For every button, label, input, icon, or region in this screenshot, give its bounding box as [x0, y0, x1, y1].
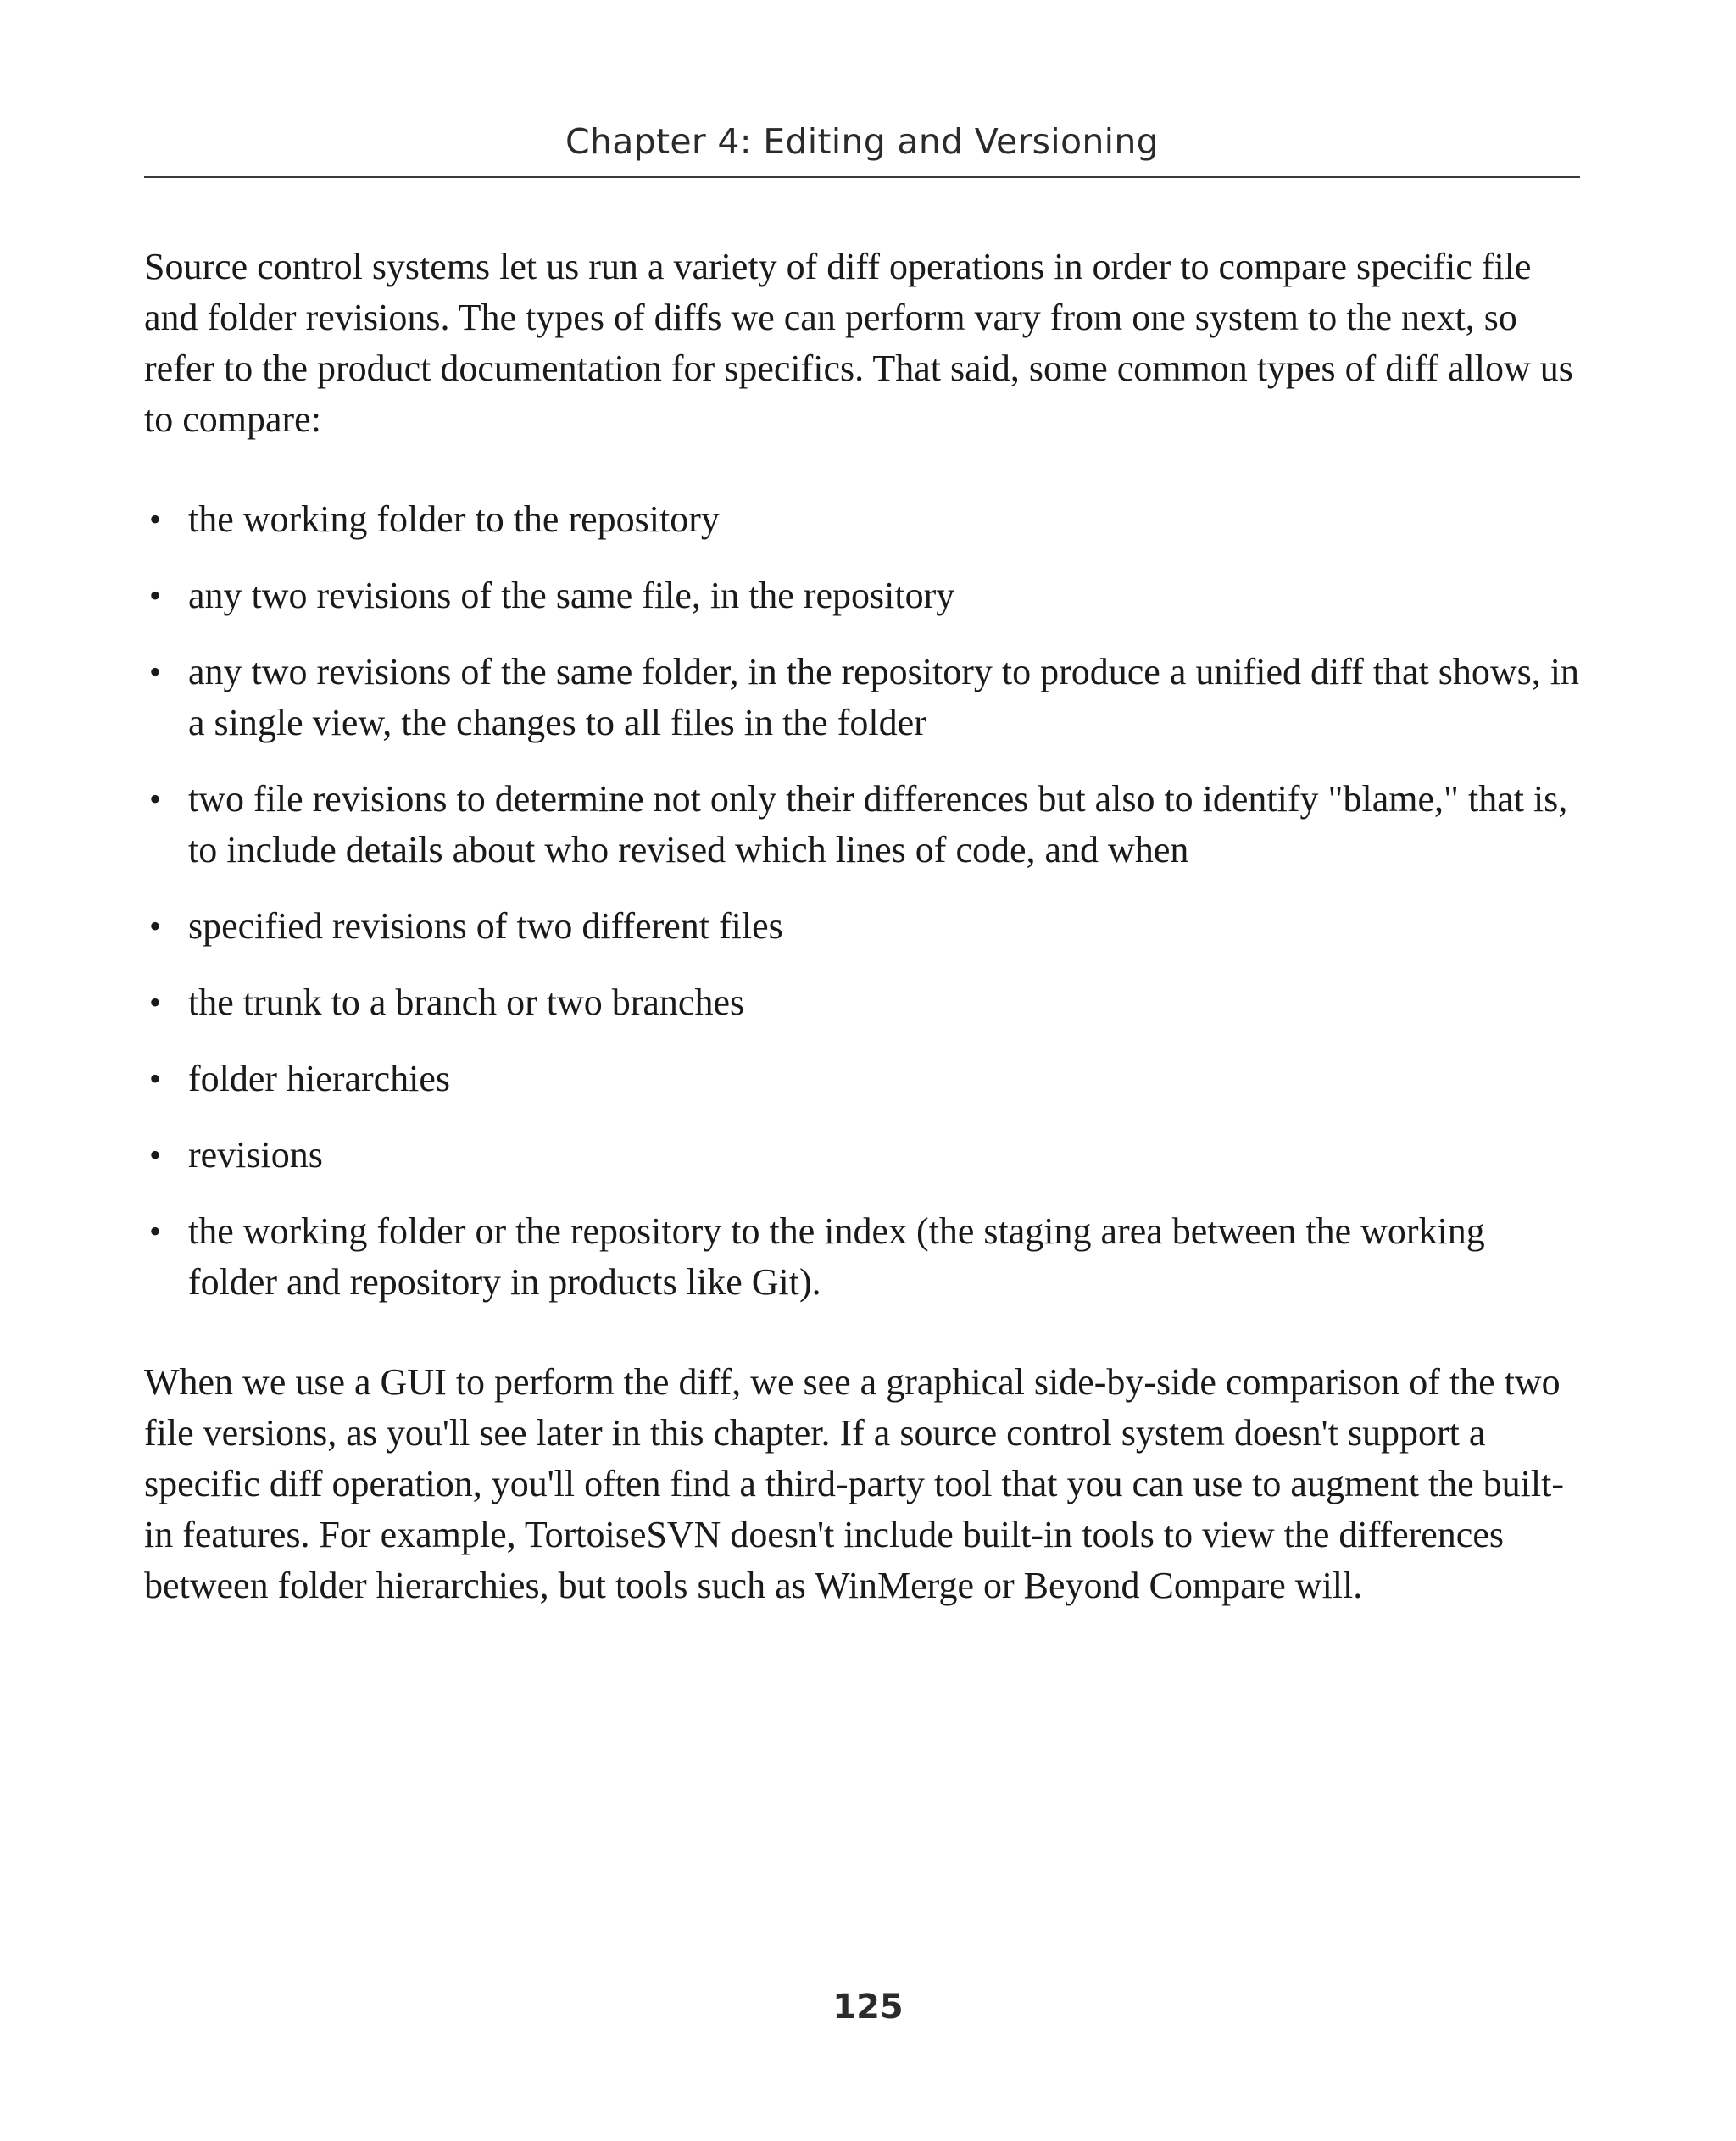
diff-types-list — [144, 494, 1580, 1308]
list-item — [144, 977, 1580, 1028]
list-item-text: the working folder to the repository — [188, 498, 720, 540]
list-item-text: the working folder or the repository to the index (the staging area between the working folder and repository in products like Git). — [188, 1210, 1485, 1303]
list-item — [144, 1206, 1580, 1308]
bullet-icon: • — [149, 576, 162, 614]
list-item-text: revisions — [188, 1134, 323, 1176]
closing-paragraph: When we use a GUI to perform the diff, we see a graphical side-by-side comparison of the two file versions, as you'll see later in this chapter. If a source control system doesn't support a specific diff operation, you'll often find a third-party tool that you can use to augment the built-in features. For example, TortoiseSVN doesn't include built-in tools to view the differences between folder hierarchies, but tools such as WinMerge or Beyond Compare will. — [144, 1361, 1565, 1606]
bullet-icon: • — [149, 1136, 162, 1174]
list-item-text: specified revisions of two different files — [188, 905, 783, 947]
bullet-icon: • — [149, 1059, 162, 1098]
bullet-icon: • — [149, 780, 162, 818]
list-item — [144, 1130, 1580, 1181]
list-item — [144, 1054, 1580, 1104]
list-item — [144, 901, 1580, 952]
bullet-icon: • — [149, 500, 162, 538]
list-item-text: the trunk to a branch or two branches — [188, 982, 745, 1023]
list-item — [144, 774, 1580, 876]
page-content — [144, 242, 1580, 1611]
bullet-icon: • — [149, 983, 162, 1021]
list-item — [144, 494, 1580, 545]
intro-paragraph: Source control systems let us run a variety of diff operations in order to compare specific file and folder revisions. The types of diffs we can perform vary from one system to the next, so refer to the product documentation for specifics. That said, some common types of diff allow us to compare: — [144, 246, 1573, 440]
list-item — [144, 570, 1580, 621]
page-header — [144, 117, 1580, 178]
list-item-text: any two revisions of the same folder, in the repository to produce a unified diff that shows, in a single view, the changes to all files in the folder — [188, 651, 1579, 743]
page-number: 125 — [832, 1988, 904, 2027]
bullet-icon: • — [149, 907, 162, 945]
list-item-text: any two revisions of the same file, in the repository — [188, 575, 955, 616]
bullet-icon: • — [149, 1212, 162, 1250]
list-item — [144, 647, 1580, 748]
list-item-text: folder hierarchies — [188, 1058, 451, 1099]
chapter-title: Chapter 4: Editing and Versioning — [565, 121, 1159, 162]
bullet-icon: • — [149, 653, 162, 691]
list-item-text: two file revisions to determine not only their differences but also to identify "blame," that is, to include details about who revised which lines of code, and when — [188, 778, 1568, 870]
